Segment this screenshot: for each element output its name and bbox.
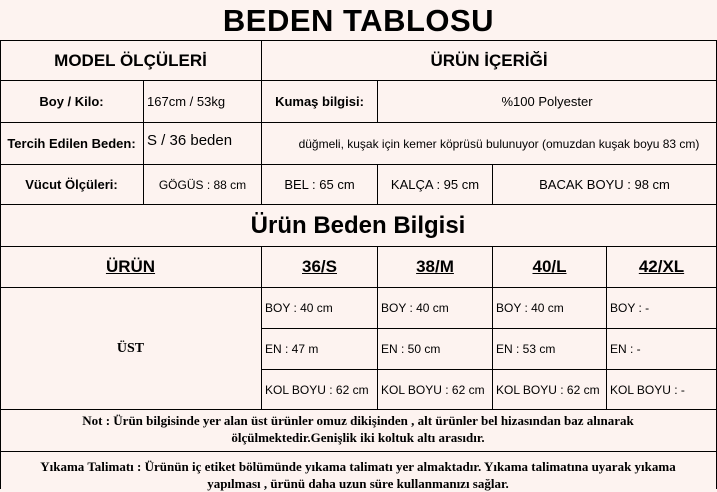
size-40-sleeve: KOL BOYU : 62 cm [493,370,607,410]
size-42-sleeve: KOL BOYU : - [607,370,717,410]
product-content-header: ÜRÜN İÇERİĞİ [262,41,717,81]
size-36-sleeve: KOL BOYU : 62 cm [262,370,378,410]
fabric-label: Kumaş bilgisi: [262,81,378,123]
size-header-42xl: 42/XL [607,247,717,288]
garment-part-label: ÜST [0,288,262,410]
product-detail: düğmeli, kuşak için kemer köprüsü bulunuyor (omuzdan kuşak boyu 83 cm) [262,123,717,165]
height-weight-label: Boy / Kilo: [0,81,144,123]
size-38-width: EN : 50 cm [378,329,493,370]
leg-measurement: BACAK BOYU : 98 cm [493,165,717,205]
size-42-width: EN : - [607,329,717,370]
body-measurements-label: Vücut Ölçüleri: [0,165,144,205]
size-38-length: BOY : 40 cm [378,288,493,329]
product-column-header: ÜRÜN [0,247,262,288]
size-40-length: BOY : 40 cm [493,288,607,329]
size-header-38m: 38/M [378,247,493,288]
size-header-40l: 40/L [493,247,607,288]
washing-instructions: Yıkama Talimatı : Ürünün iç etiket bölümünde yıkama talimatı yer almaktadır. Yıkama talimatına uyarak yıkama yapılması , ürünü daha uzun süre kullanmanızı sağlar. [0,452,717,489]
chest-measurement: GÖGÜS : 88 cm [144,165,262,205]
size-info-title: Ürün Beden Bilgisi [0,205,717,247]
size-36-length: BOY : 40 cm [262,288,378,329]
waist-measurement: BEL : 65 cm [262,165,378,205]
page-title: BEDEN TABLOSU [222,3,495,38]
size-42-length: BOY : - [607,288,717,329]
height-weight-value: 167cm / 53kg [144,81,262,123]
model-measurements-header: MODEL ÖLÇÜLERİ [0,41,262,81]
size-36-width: EN : 47 m [262,329,378,370]
fabric-value: %100 Polyester [378,81,717,123]
measurement-note: Not : Ürün bilgisinde yer alan üst ürünler omuz dikişinden , alt ürünler bel hizasından baz alınarak ölçülmektedir.Genişlik iki koltuk altı arasıdır. [0,410,717,452]
size-header-36s: 36/S [262,247,378,288]
preferred-size-value: S / 36 beden [144,123,262,165]
size-40-width: EN : 53 cm [493,329,607,370]
hip-measurement: KALÇA : 95 cm [378,165,493,205]
size-38-sleeve: KOL BOYU : 62 cm [378,370,493,410]
preferred-size-label: Tercih Edilen Beden: [0,123,144,165]
